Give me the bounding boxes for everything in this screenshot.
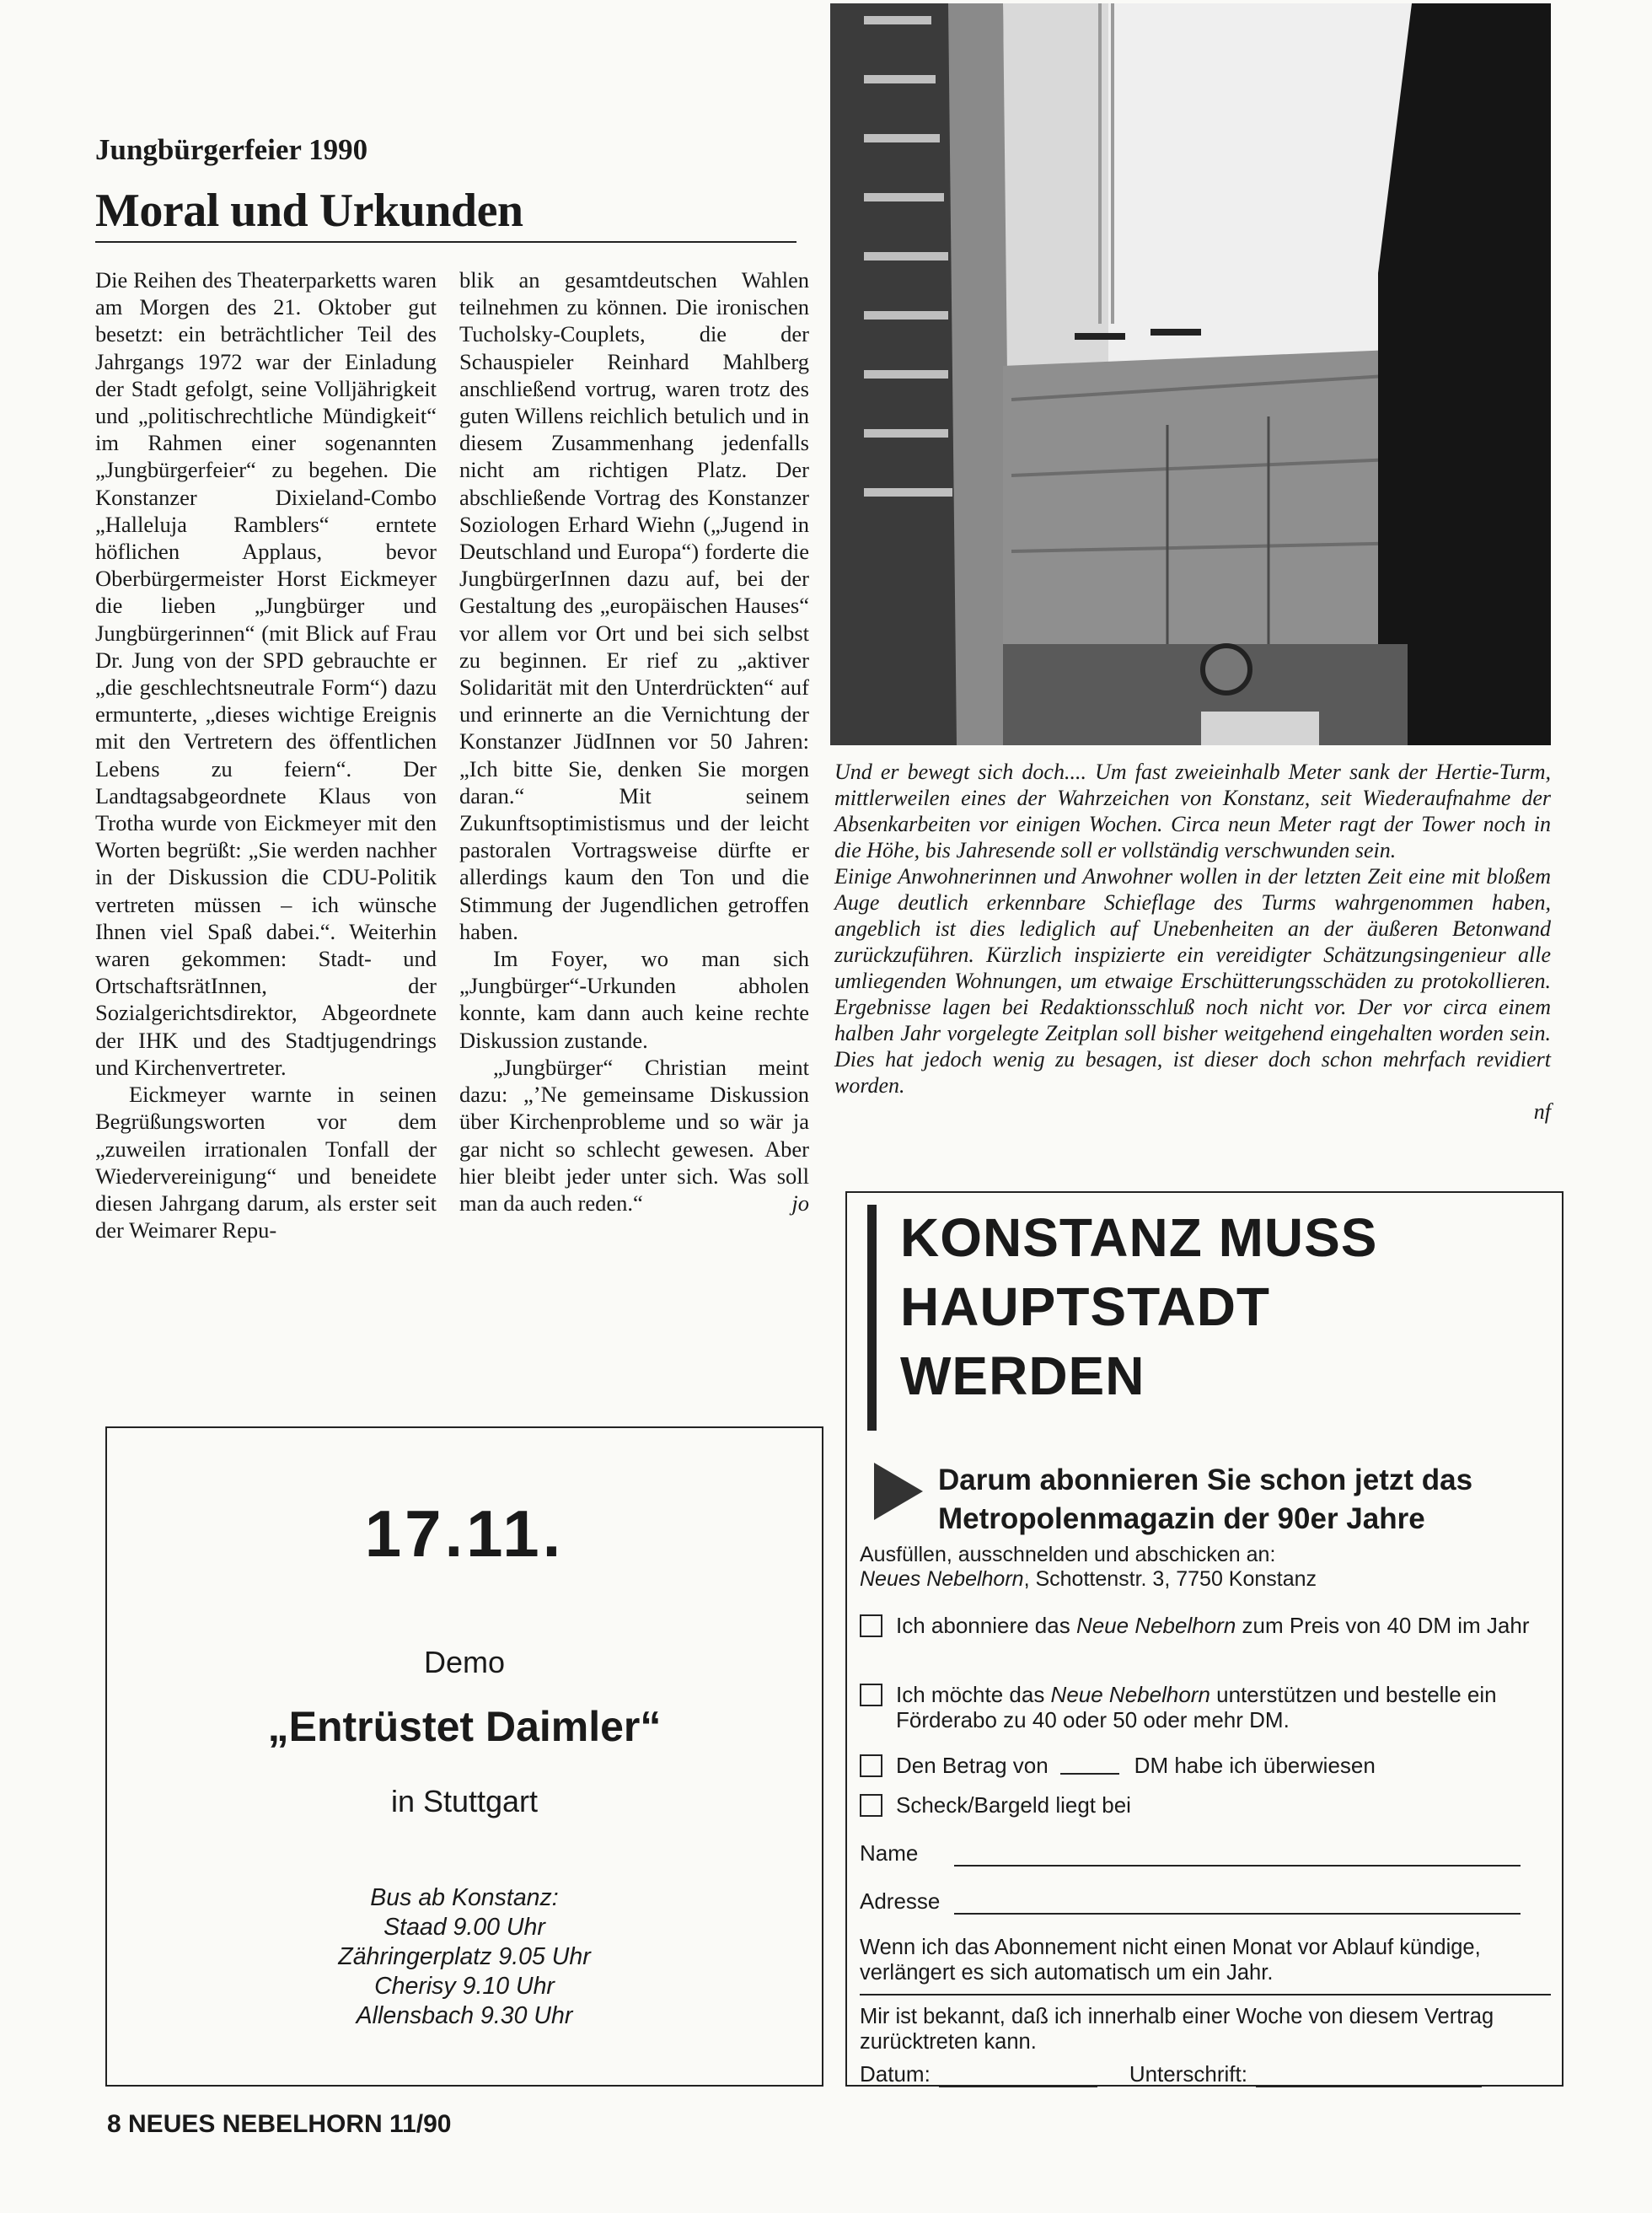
address-input[interactable] xyxy=(954,1893,1521,1915)
headline-bar xyxy=(867,1205,877,1431)
hertie-tower-photo xyxy=(830,3,1551,745)
magazine-name: Neues Nebelhorn xyxy=(860,1567,1024,1591)
article-paragraph-text: „Jungbürger“ Christian meint dazu: „’Ne gemeinsame Diskussion über Kirchenprobleme und so wär ja gar nicht so schlecht gewesen. Aber hier bleibt jeder unter sich. Was soll man da auch reden.“ xyxy=(459,1054,809,1216)
option-text-part: unterstützen und bestelle ein Förderabo zu 40 oder 50 oder mehr DM. xyxy=(896,1682,1497,1732)
page-footer: 8 NEUES NEBELHORN 11/90 xyxy=(107,2110,452,2138)
option-support xyxy=(860,1682,1542,1732)
article-paragraph xyxy=(459,1054,809,1217)
ad-pitch-line: Darum abonnieren Sie schon jetzt das xyxy=(938,1464,1473,1496)
demo-label: Demo xyxy=(423,1645,506,1679)
withdrawal-note: Mir ist bekannt, daß ich innerhalb einer Woche von diesem Vertrag zurücktreten kann. xyxy=(860,2005,1494,2054)
bus-schedule-line: Zähringerplatz 9.05 Uhr xyxy=(338,1943,591,1970)
cheque-checkbox[interactable] xyxy=(860,1794,882,1817)
ad-instructions xyxy=(860,1543,1317,1592)
article-kicker: Jungbürgerfeier 1990 xyxy=(95,133,368,166)
headline-rule xyxy=(95,241,796,243)
article-signature: jo xyxy=(791,1190,809,1216)
bus-schedule-line: Allensbach 9.30 Uhr xyxy=(356,2002,573,2029)
option-text xyxy=(896,1682,1542,1732)
ad-headline xyxy=(900,1203,1377,1410)
ad-pitch xyxy=(938,1461,1472,1539)
bus-schedule-line: Bus ab Konstanz: xyxy=(370,1884,559,1911)
demo-place: in Stuttgart xyxy=(390,1784,539,1818)
ad-headline-line: KONSTANZ MUSS xyxy=(900,1207,1378,1268)
demo-motto: „Entrüstet Daimler“ xyxy=(267,1703,662,1750)
option-cheque xyxy=(860,1792,1131,1818)
caption-signature: nf xyxy=(1533,1099,1551,1124)
address-field-row xyxy=(860,1888,1521,1915)
demo-date: 17.11. xyxy=(364,1496,565,1571)
date-signature-row xyxy=(860,2061,1482,2087)
option-text-part: zum Preis von 40 DM im Jahr xyxy=(1236,1613,1530,1638)
name-field-row xyxy=(860,1840,1521,1867)
instructions-text: Ausfüllen, ausschnelden und abschicken an: xyxy=(860,1543,1276,1566)
address-label: Adresse xyxy=(860,1888,941,1914)
option-text-part: Den Betrag von xyxy=(896,1753,1049,1778)
amount-input[interactable] xyxy=(1060,1753,1119,1775)
article-paragraph: Die Reihen des Theaterparketts waren am Morgen des 21. Oktober gut besetzt: ein beträchtlicher Teil des Jahrgangs 1972 war der Einladung der Stadt gefolgt, seine Volljährigkeit und „politischrechtliche Mündigkeit“ im Rahmen einer sogenannten „Jungbürgerfeier“ zu begehen. Die Konstanzer Dixieland-Combo „Halleluja Ramblers“ erntete höflichen Applaus, bevor Oberbürgermeister Horst Eickmeyer die lieben „Jungbürger und Jungbürgerinnen“ (mit Blick auf Frau Dr. Jung von der SPD gebrauchte er „die geschlechtsneutrale Form“) dazu ermunterte, „dieses wichtige Ereignis mit den Vertretern des öffentlichen Lebens zu feiern“. Der Landtagsabgeordnete Klaus von Trotha wurde von Eickmeyer mit den Worten begrüßt: „Sie werden nachher in der Diskussion die CDU-Politik vertreten müssen – ich wünsche Ihnen viel Spaß dabei.“. Weiterhin waren gekommen: Stadt- und OrtschaftsrätInnen, der Sozialgerichtsdirektor, Abgeordnete der IHK und des Stadtjugendrings und Kirchenvertreter. xyxy=(95,267,437,1080)
option-text-part: Scheck/Bargeld liegt bei xyxy=(896,1792,1131,1818)
option-text xyxy=(896,1613,1530,1638)
ad-headline-line: HAUPTSTADT xyxy=(900,1276,1270,1337)
article-headline: Moral und Urkunden xyxy=(95,185,523,237)
signature-label: Unterschrift: xyxy=(1129,2061,1247,2087)
magazine-name: Neue Nebelhorn xyxy=(1050,1682,1210,1707)
article-column-1 xyxy=(95,266,437,1243)
demo-announcement-box xyxy=(105,1426,823,2087)
option-text-part: Ich abonniere das xyxy=(896,1613,1076,1638)
date-input[interactable] xyxy=(939,2065,1097,2087)
name-input[interactable] xyxy=(954,1845,1521,1867)
bus-schedule-line: Cherisy 9.10 Uhr xyxy=(374,1973,555,2000)
bus-schedule-line: Staad 9.00 Uhr xyxy=(384,1914,545,1941)
subscribe-checkbox[interactable] xyxy=(860,1614,882,1637)
date-label: Datum: xyxy=(860,2061,931,2087)
address-text: , Schottenstr. 3, 7750 Konstanz xyxy=(1023,1567,1317,1591)
divider xyxy=(860,1994,1551,1995)
renewal-note: Wenn ich das Abonnement nicht einen Monat vor Ablauf kündige, verlängert es sich automatisch um ein Jahr. xyxy=(860,1936,1481,1985)
option-transfer xyxy=(860,1753,1376,1778)
caption-paragraph: Einige Anwohnerinnen und Anwohner wollen in der letzten Zeit eine mit bloßem Auge deutlich erkennbare Schieflage des Turms wahrgenommen haben, angeblich ist dies lediglich auf Unebenheiten an der äußeren Betonwand zurückzuführen. Kürzlich inspizierte ein vereidigter Schätzungsingenieur alle umliegenden Wohnungen, um etwaige Erschütterungsschäden zu protokollieren. Ergebnisse lagen bei Redaktionsschluß noch nicht vor. Der vor circa einem halben Jahr vorgelegte Zeitplan soll bisher weitgehend eingehalten worden sein. Dies hat jedoch wenig zu besagen, ist dieser doch schon mehrfach revidiert worden. xyxy=(834,864,1551,1098)
article-paragraph: Im Foyer, wo man sich „Jungbürger“-Urkunden abholen konnte, kam dann auch keine rechte Diskussion zustande. xyxy=(459,946,809,1053)
article-column-2 xyxy=(459,266,809,1217)
transfer-checkbox[interactable] xyxy=(860,1754,882,1777)
option-subscribe xyxy=(860,1613,1542,1638)
photo-caption xyxy=(834,759,1551,1125)
bus-schedule xyxy=(107,1883,822,2031)
mailing-address xyxy=(860,1567,1317,1592)
play-arrow-icon xyxy=(874,1463,923,1520)
caption-paragraph: Und er bewegt sich doch.... Um fast zweieinhalb Meter sank der Hertie-Turm, mittlerweilen eines der Wahrzeichen von Konstanz, seit Wiederaufnahme der Absenkarbeiten vor einigen Wochen. Circa neun Meter ragt der Tower noch in die Höhe, bis Jahresende soll er vollständig verschwunden sein. xyxy=(834,760,1551,862)
article-paragraph: blik an gesamtdeutschen Wahlen teilnehmen zu können. Die ironischen Tucholsky-Couplets, die der Schauspieler Reinhard Mahlberg anschließend vortrug, waren trotz des guten Willens reichlich betulich und in diesem Zusammenhang jedenfalls nicht am richtigen Platz. Der abschließende Vortrag des Konstanzer Soziologen Erhard Wiehn („Jugend in Deutschland und Europa“) forderte die JungbürgerInnen dazu auf, bei der Gestaltung des „europäischen Hauses“ vor allem vor Ort und bei sich selbst zu beginnen. Er rief zu „aktiver Solidarität mit den Unterdrückten“ auf und erinnerte an die Vernichtung der Konstanzer JüdInnen vor 50 Jahren: „Ich bitte Sie, denken Sie morgen daran.“ Mit seinem Zukunftsoptimistismus und der leicht pastoralen Vortragsweise dürfte er allerdings kaum den Ton und die Stimmung der Jugendlichen getroffen haben. xyxy=(459,267,809,944)
support-checkbox[interactable] xyxy=(860,1684,882,1706)
subscription-ad xyxy=(845,1191,1564,2087)
photo-illustration xyxy=(830,3,1551,745)
name-label: Name xyxy=(860,1840,919,1866)
magazine-name: Neue Nebelhorn xyxy=(1075,1613,1236,1638)
ad-pitch-line: Metropolenmagazin der 90er Jahre xyxy=(938,1502,1425,1535)
option-text-part: Ich möchte das xyxy=(896,1682,1051,1707)
option-text-part: DM habe ich überwiesen xyxy=(1134,1753,1376,1778)
signature-input[interactable] xyxy=(1256,2065,1482,2087)
article-paragraph: Eickmeyer warnte in seinen Begrüßungsworten vor dem „zuweilen irrationalen Tonfall der Wiedervereinigung“ und beneidete diesen Jahrgang darum, als erster seit der Weimarer Repu- xyxy=(95,1082,437,1243)
ad-headline-line: WERDEN xyxy=(900,1346,1145,1406)
